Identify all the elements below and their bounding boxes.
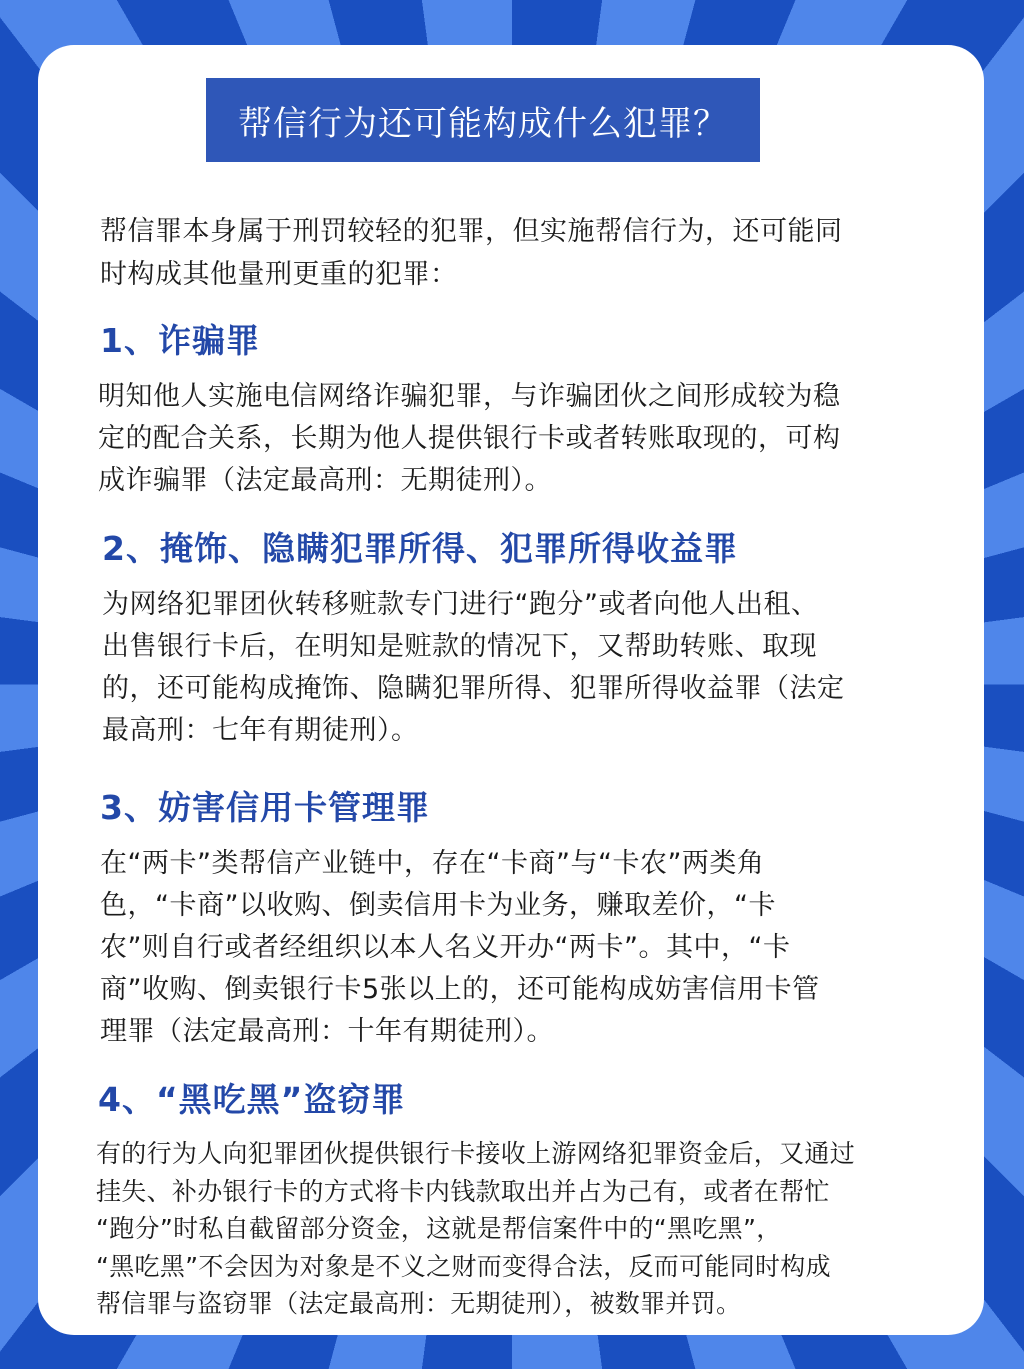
body-line: 最高刑：七年有期徒刑）。 [102,715,419,746]
body-line: 农”则自行或者经组织以本人名义开办“两卡”。其中，“卡 [100,932,791,963]
body-line: “黑吃黑”不会因为对象是不义之财而变得合法，反而可能同时构成 [96,1251,831,1281]
body-line: 理罪（法定最高刑：十年有期徒刑）。 [100,1016,554,1047]
page-title: 帮信行为还可能构成什么犯罪？ [238,103,728,144]
body-line: 在“两卡”类帮信产业链中，存在“卡商”与“卡农”两类角 [100,848,765,879]
section-heading-credit-card: 3、妨害信用卡管理罪 [100,788,430,827]
intro-paragraph [100,210,843,296]
body-line: 的，还可能构成掩饰、隐瞒犯罪所得、犯罪所得收益罪（法定 [102,673,845,704]
body-line: 出售银行卡后，在明知是赃款的情况下，又帮助转账、取现 [102,631,817,662]
section-heading-fraud: 1、诈骗罪 [100,321,260,360]
body-line: 色，“卡商”以收购、倒卖信用卡为业务，赚取差价，“卡 [100,890,776,921]
section-body-concealment [102,584,845,752]
section-body-credit-card [100,843,820,1053]
body-line: 为网络犯罪团伙转移赃款专门进行“跑分”或者向他人出租、 [102,589,819,620]
body-line: 挂失、补办银行卡的方式将卡内钱款取出并占为己有，或者在帮忙 [96,1176,830,1206]
intro-line: 时构成其他量刑更重的犯罪： [100,259,458,290]
content-card [38,45,984,1335]
section-heading-concealment: 2、掩饰、隐瞒犯罪所得、犯罪所得收益罪 [102,529,738,568]
title-banner [206,78,760,162]
body-line: 定的配合关系，长期为他人提供银行卡或者转账取现的，可构 [98,423,841,454]
section-body-theft [96,1135,855,1323]
body-line: 成诈骗罪（法定最高刑：无期徒刑）。 [98,465,552,496]
section-body-fraud [98,376,841,502]
intro-line: 帮信罪本身属于刑罚较轻的犯罪，但实施帮信行为，还可能同 [100,216,843,247]
body-line: 商”收购、倒卖银行卡5张以上的，还可能构成妨害信用卡管 [100,974,820,1005]
body-line: 帮信罪与盗窃罪（法定最高刑：无期徒刑），被数罪并罚。 [96,1289,742,1318]
body-line: 有的行为人向犯罪团伙提供银行卡接收上游网络犯罪资金后，又通过 [96,1139,856,1168]
body-line: “跑分”时私自截留部分资金，这就是帮信案件中的“黑吃黑”， [96,1214,782,1243]
section-heading-theft: 4、“黑吃黑”盗窃罪 [98,1080,406,1119]
body-line: 明知他人实施电信网络诈骗犯罪，与诈骗团伙之间形成较为稳 [98,381,841,412]
